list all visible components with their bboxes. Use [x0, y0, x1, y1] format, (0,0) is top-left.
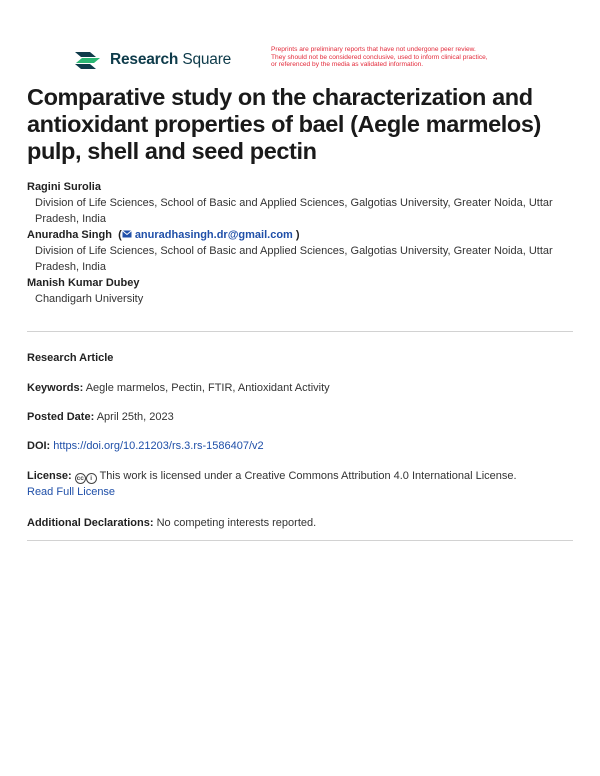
license-text: This work is licensed under a Creative Commons Attribution 4.0 International License. — [99, 470, 517, 482]
doi-link[interactable]: https://doi.org/10.21203/rs.3.rs-1586407/v2 — [53, 440, 264, 452]
research-square-logo[interactable] — [74, 48, 231, 72]
paper-title: Comparative study on the characterization and antioxidant properties of bael (Aegle marmelos) pulp, shell and seed pectin — [27, 84, 541, 164]
declarations-row: Additional Declarations: No competing interests reported. — [27, 517, 317, 529]
author-name[interactable]: Anuradha Singh — [27, 229, 112, 241]
preprint-notice: Preprints are preliminary reports that have not undergone peer review. They should not be considered conclusive, used to inform clinical practice, or referenced by the media as validated information. — [271, 46, 488, 69]
author-affiliation: Division of Life Sciences, School of Basic and Applied Sciences, Galgotias University, Greater Noida, Uttar Pradesh, India — [35, 245, 553, 273]
read-full-license-link[interactable]: Read Full License — [27, 486, 116, 498]
author-entry — [27, 227, 577, 275]
declarations-value: No competing interests reported. — [156, 517, 317, 529]
header — [74, 46, 574, 74]
keywords-row: Keywords: Aegle marmelos, Pectin, FTIR, Antioxidant Activity — [27, 382, 330, 394]
author-affiliation: Division of Life Sciences, School of Basic and Applied Sciences, Galgotias University, Greater Noida, Uttar Pradesh, India — [35, 197, 553, 225]
author-affiliation: Chandigarh University — [35, 293, 144, 305]
author-list — [27, 179, 577, 307]
doi-row: DOI: https://doi.org/10.21203/rs.3.rs-1586407/v2 — [27, 440, 264, 452]
author-name[interactable]: Ragini Surolia — [27, 181, 101, 193]
author-name[interactable]: Manish Kumar Dubey — [27, 277, 140, 289]
envelope-icon — [122, 230, 132, 238]
creative-commons-icon: cc — [76, 475, 84, 482]
attribution-icon: i — [86, 473, 97, 484]
logo-text: Research Square — [110, 51, 232, 68]
author-entry — [27, 275, 577, 307]
article-type: Research Article — [27, 352, 114, 364]
author-name-line: Anuradha Singh ( anuradhasingh.dr@gmail.com ) — [27, 229, 300, 241]
author-entry — [27, 179, 577, 227]
keywords-value: Aegle marmelos, Pectin, FTIR, Antioxidant Activity — [85, 382, 330, 394]
divider — [27, 540, 573, 541]
posted-date-value: April 25th, 2023 — [96, 411, 174, 423]
research-square-logo-icon — [74, 48, 104, 72]
posted-date-row: Posted Date: April 25th, 2023 — [27, 411, 174, 423]
license-row: License: cc i This work is licensed under a Creative Commons Attribution 4.0 International License. Read Full License — [27, 468, 577, 500]
divider — [27, 331, 573, 332]
author-email-link[interactable]: anuradhasingh.dr@gmail.com — [122, 229, 293, 241]
